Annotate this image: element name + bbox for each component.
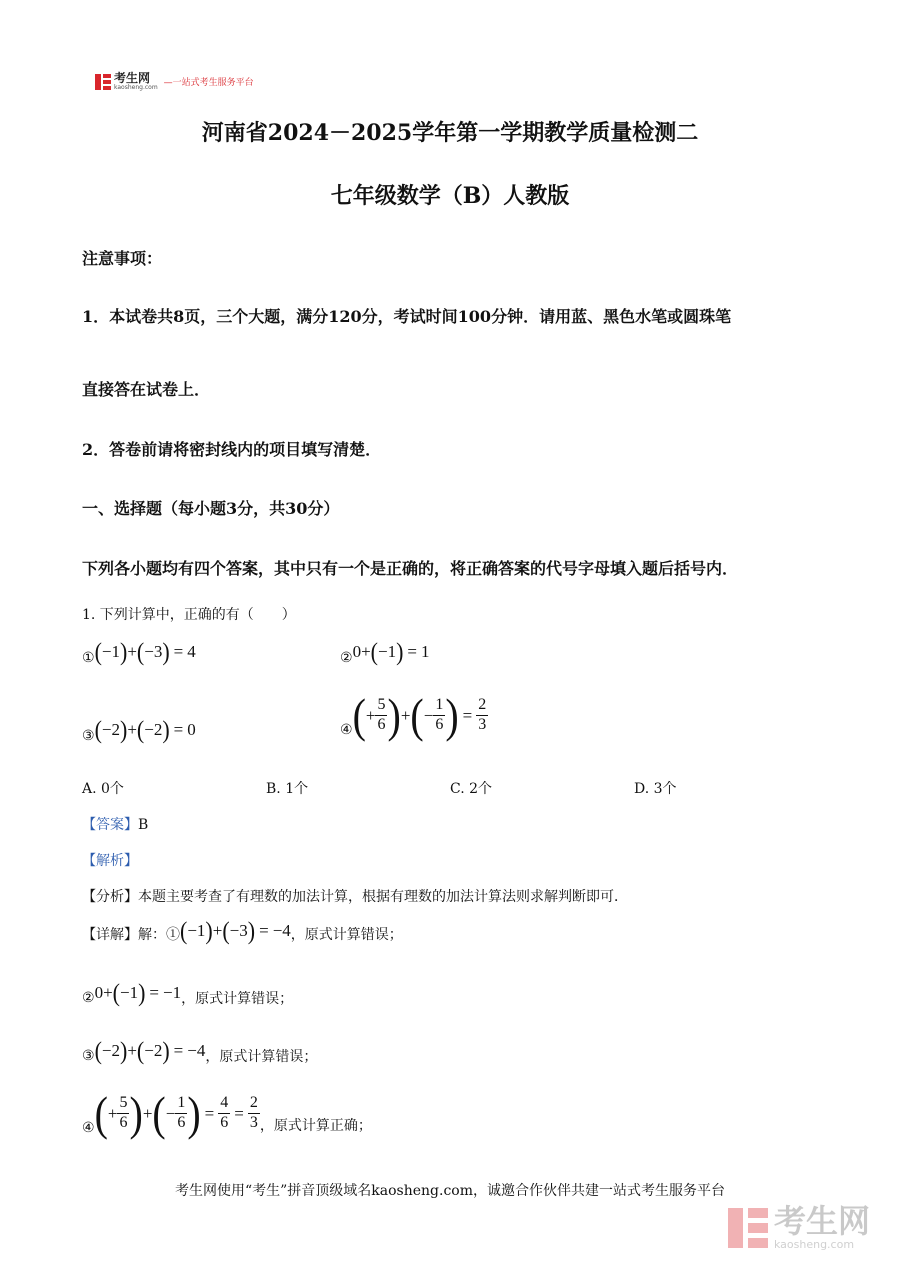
fenxi-line: 【分析】本题主要考查了有理数的加法计算，根据有理数的加法计算法则求解判断即可．	[82, 889, 628, 905]
footer-text: 考生网使用“考生”拼音顶级域名kaosheng.com，诚邀合作伙伴共建一站式考生服务平台	[174, 1183, 726, 1199]
option-b: B. 1个	[266, 781, 309, 797]
watermark-domain: kaosheng.com	[773, 1238, 855, 1251]
page-title: 河南省2024－2025学年第一学期教学质量检测二	[201, 120, 699, 146]
analysis-tag: 【解析】	[82, 853, 138, 869]
q1-item-3: ③ ( −2 ) + ( −2 ) = 0	[82, 714, 196, 744]
answer-line	[82, 814, 148, 834]
notice-heading: 注意事项：	[82, 249, 163, 268]
detail-line-3: ③ ( −2 ) + ( −2 ) = −4 ，原式计算错误；	[82, 1036, 318, 1065]
page-subtitle: 七年级数学（B）人教版	[330, 183, 570, 209]
detail-line-2: ② 0+ ( −1 ) = −1 ，原式计算错误；	[82, 978, 294, 1007]
watermark	[728, 1202, 870, 1251]
notice-1: 1．本试卷共8页，三个大题，满分120分，考试时间100分钟．请用蓝、黑色水笔或圆珠笔	[82, 307, 732, 326]
detail-line-1: 【详解】 解：① ( −1 ) + ( −3 ) = −4 ，原式计算错误；	[82, 916, 403, 945]
answer-tag: 【答案】	[82, 817, 138, 833]
notice-1-cont: 直接答在试卷上．	[82, 380, 211, 399]
section-heading: 一、选择题（每小题3分，共30分）	[82, 499, 340, 518]
section-instructions: 下列各小题均有四个答案，其中只有一个是正确的，将正确答案的代号字母填入题后括号内．	[82, 559, 739, 578]
detail-line-4: ④ ( + $\frac{5}{6}$ ) + ( − $\frac{1}{6}$ ) = $\frac{4}{6}$ = $\frac{2}{3}$ ，原式计算正确；	[82, 1085, 372, 1140]
q1-item-4: ④ ( + $\frac{5}{6}$ ) + ( − $\frac{1}{6}$ ) = $\frac{2}{3}$	[340, 687, 487, 742]
logo-slogan: —一站式考生服务平台	[163, 78, 254, 88]
logo-name: 考生网	[114, 71, 151, 85]
q1-item-1: ① ( −1 ) + ( −3 ) = 4	[82, 636, 196, 666]
logo-mark-icon	[95, 74, 111, 90]
header-logo	[95, 72, 254, 91]
watermark-name: 考生网	[773, 1202, 870, 1240]
logo-domain: kaosheng.com	[114, 84, 158, 91]
option-a: A. 0个	[82, 781, 124, 797]
q1-item-2: ② 0+ ( −1 ) = 1	[340, 636, 430, 666]
answer-value: B	[138, 817, 149, 833]
option-d: D. 3个	[634, 781, 677, 797]
question-stem: 1. 下列计算中，正确的有（ ）	[82, 607, 296, 623]
option-c: C. 2个	[450, 781, 493, 797]
notice-2: 2．答卷前请将密封线内的项目填写清楚．	[82, 440, 382, 459]
watermark-mark-icon	[728, 1208, 768, 1248]
